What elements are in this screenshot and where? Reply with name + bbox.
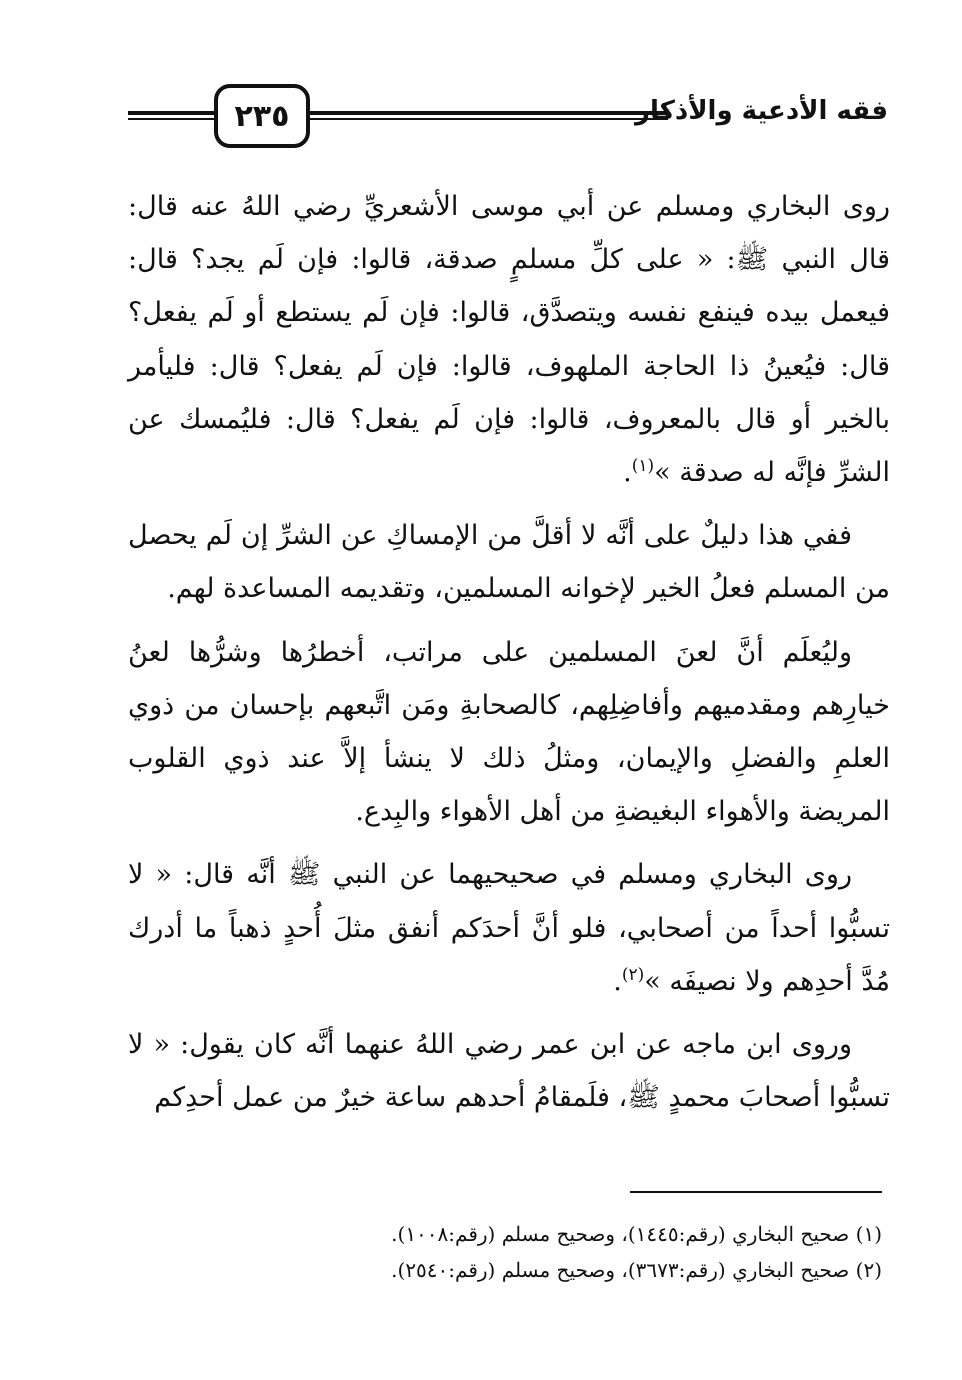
paragraph-5: وروى ابن ماجه عن ابن عمر رضي اللهُ عنهما أنَّه كان يقول: « لا تسبُّوا أصحابَ محمدٍ ﷺ، فلَمقامُ أحدهم ساعة خيرٌ من عمل أحدِكم <box>128 1029 890 1114</box>
running-title: فقه الأدعية والأذكار <box>635 96 888 126</box>
footnote-2: (٢) صحيح البخاري (رقم:٣٦٧٣)، وصحيح مسلم (رقم:٢٥٤٠). <box>391 1258 882 1282</box>
paragraph-2: ففي هذا دليلٌ على أنَّه لا أقلَّ من الإمساكِ عن الشرِّ إن لَم يحصل من المسلم فعلُ الخير لإخوانه المسلمين، وتقديمه المساعدة لهم. <box>128 520 890 605</box>
main-text <box>128 180 890 1134</box>
footnote-1: (١) صحيح البخاري (رقم:١٤٤٥)، وصحيح مسلم (رقم:١٠٠٨). <box>391 1222 882 1246</box>
page-header <box>128 84 888 154</box>
footnote-separator <box>630 1191 882 1193</box>
header-rule-left <box>128 111 220 120</box>
page-number: ٢٣٥ <box>214 84 310 148</box>
paragraph-text: روى البخاري ومسلم عن أبي موسى الأشعريِّ رضي اللهُ عنه قال: قال النبي ﷺ: « على كلِّ مسلمٍ صدقة، قالوا: فإن لَم يجد؟ قال: فيعمل بيده فينفع نفسه ويتصدَّق، قالوا: فإن لَم يستطع أو لَم يفعل؟ قال: فيُعينُ ذا الحاجة الملهوف، قالوا: فإن لَم يفعل؟ قال: فليأمر بالخير أو قال بالمعروف، قالوا: فإن لَم يفعل؟ قال: فليُمسك عن الشرِّ فإنَّه له صدقة » <box>128 191 890 489</box>
paragraph-end: . <box>613 965 622 997</box>
footnote-ref-1: (١) <box>631 456 655 477</box>
paragraph-1 <box>128 180 890 499</box>
paragraph-end: . <box>623 457 632 489</box>
footnotes <box>300 1216 882 1288</box>
footnote-ref-2: (٢) <box>621 964 645 985</box>
paragraph-4 <box>128 848 890 1008</box>
paragraph-3: وليُعلَم أنَّ لعنَ المسلمين على مراتب، أخطرُها وشرُّها لعنُ خيارِهم ومقدميهم وأفاضِلِهم، كالصحابةِ ومَن اتَّبعهم بإحسان من ذوي العلمِ والفضلِ والإيمان، ومثلُ ذلك لا ينشأ إلاَّ عند ذوي القلوب المريضة والأهواء البغيضةِ من أهل الأهواء والبِدع. <box>128 636 890 828</box>
header-rule-right <box>306 111 668 120</box>
paragraph-text: روى البخاري ومسلم في صحيحيهما عن النبي ﷺ أنَّه قال: « لا تسبُّوا أحداً من أصحابي، فلو أنَّ أحدَكم أنفق مثلَ أُحدٍ ذهباً ما أدرك مُدَّ أحدِهم ولا نصيفَه » <box>128 859 890 997</box>
